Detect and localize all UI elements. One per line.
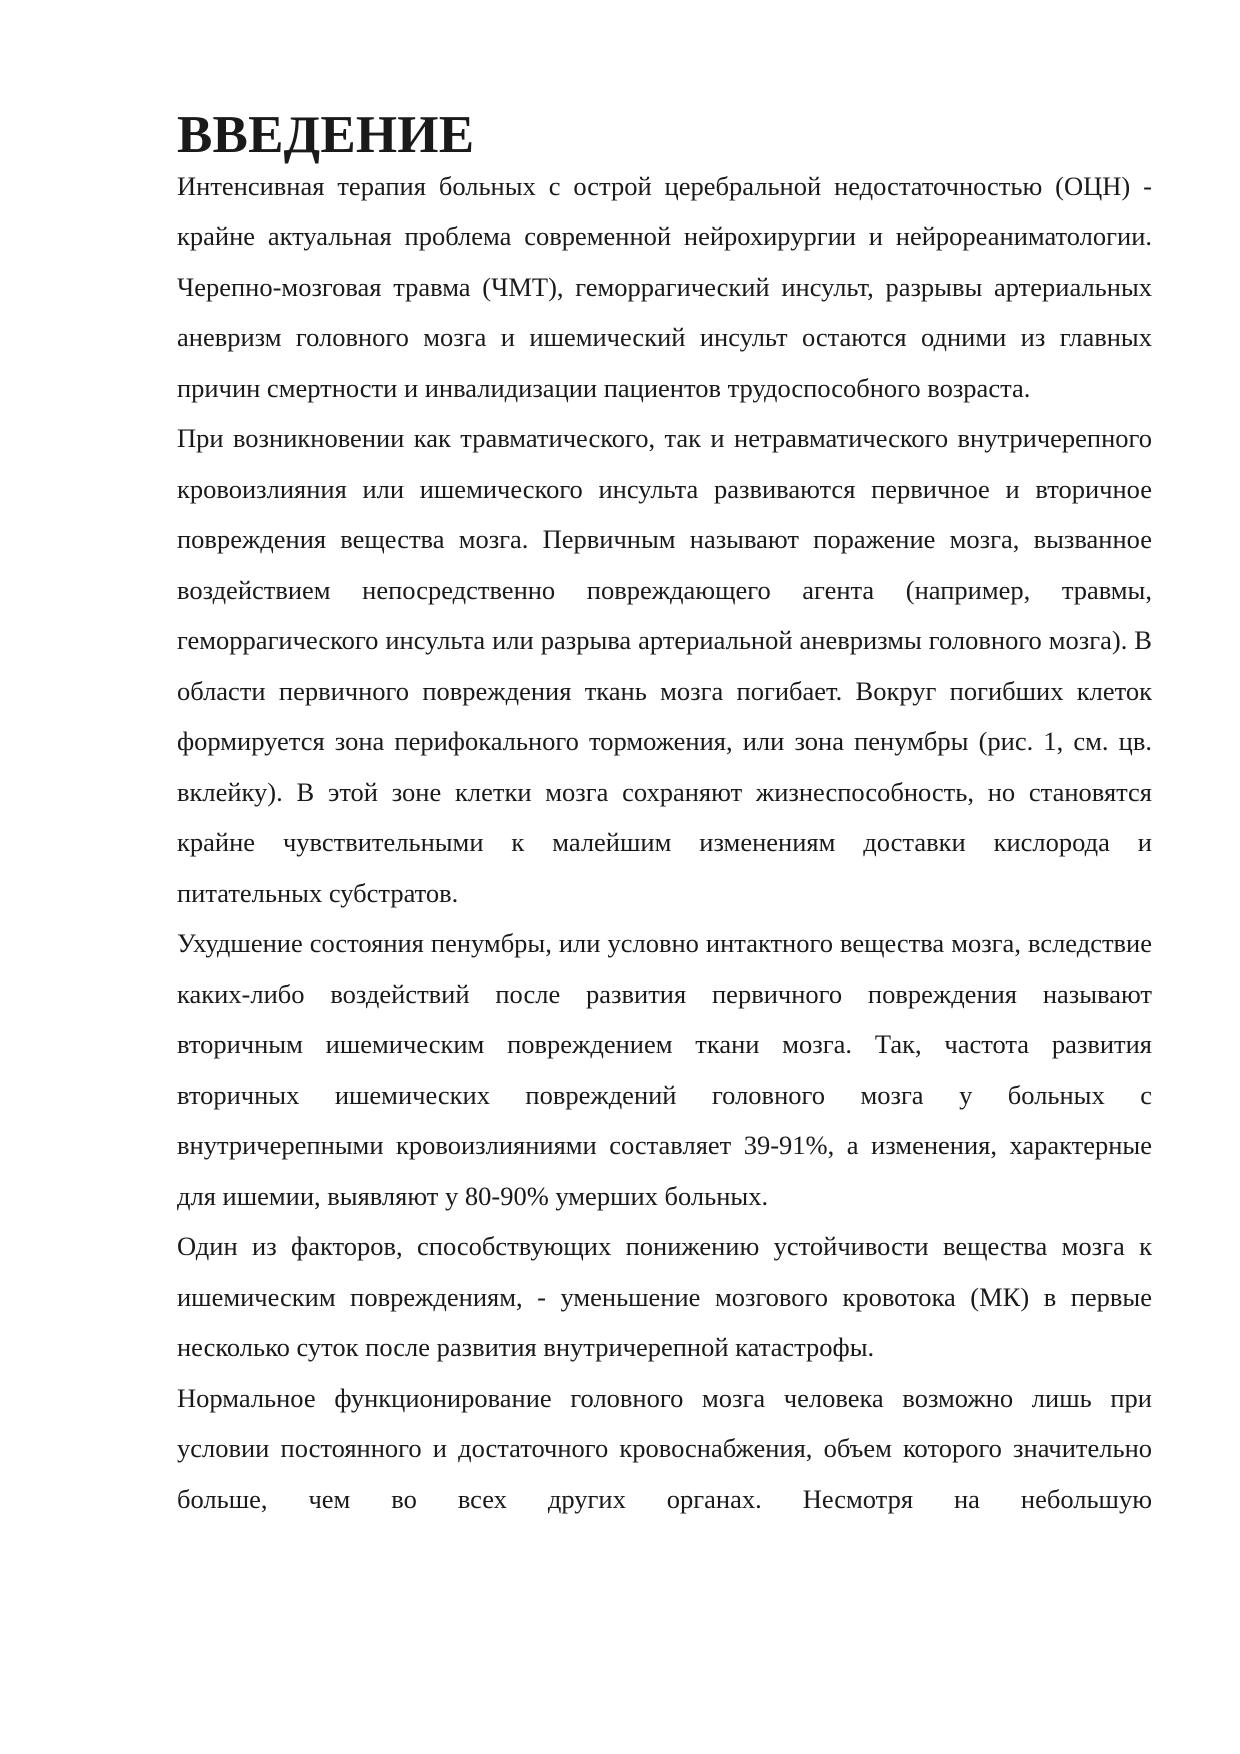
paragraph-brain-function: Нормальное функционирование головного мозга человека возможно лишь при условии постоянного и достаточного кровоснабжения, объем которого значительно больше, чем во всех других органах. Несмотря на небольшую [177, 1382, 1152, 1514]
paragraph-blood-flow: Один из факторов, способствующих понижению устойчивости вещества мозга к ишемическим повреждениям, - уменьшение мозгового кровотока (МК) в первые несколько суток после развития внутричерепной катастрофы. [177, 1231, 1152, 1362]
paragraph-primary-secondary-damage: При возникновении как травматического, так и нетравматического внутричерепного кровоизлияния или ишемического инсульта развиваются первичное и вторичное повреждения вещества мозга. Первичным называют поражение мозга, вызванное воздействием непосредственно повреждающего агента (например, травмы, геморрагического инсульта или разрыва артериальной аневризмы головного мозга). В области первичного повреждения ткань мозга погибает. Вокруг погибших клеток формируется зона перифокального торможения, или зона пенумбры (рис. 1, см. цв. вклейку). В этой зоне клетки мозга сохраняют жизнеспособность, но становятся крайне чувствительными к малейшим изменениям доставки кислорода и питательных субстратов. [177, 423, 1152, 908]
section-heading: ВВЕДЕНИЕ [177, 106, 475, 164]
paragraph-intro: Интенсивная терапия больных с острой церебральной недостаточностью (ОЦН) - крайне актуальная проблема современной нейрохирургии и нейрореаниматологии. Черепно-мозговая травма (ЧМТ), геморрагический инсульт, разрывы артериальных аневризм головного мозга и ишемический инсульт остаются одними из главных причин смертности и инвалидизации пациентов трудоспособного возраста. [177, 170, 1152, 403]
paragraph-penumbra: Ухудшение состояния пенумбры, или условно интактного вещества мозга, вследствие каких-либо воздействий после развития первичного повреждения называют вторичным ишемическим повреждением ткани мозга. Так, частота развития вторичных ишемических повреждений головного мозга у больных с внутричерепными кровоизлияниями составляет 39-91%, а изменения, характерные для ишемии, выявляют у 80-90% умерших больных. [177, 928, 1152, 1211]
document-body [177, 106, 1152, 1524]
